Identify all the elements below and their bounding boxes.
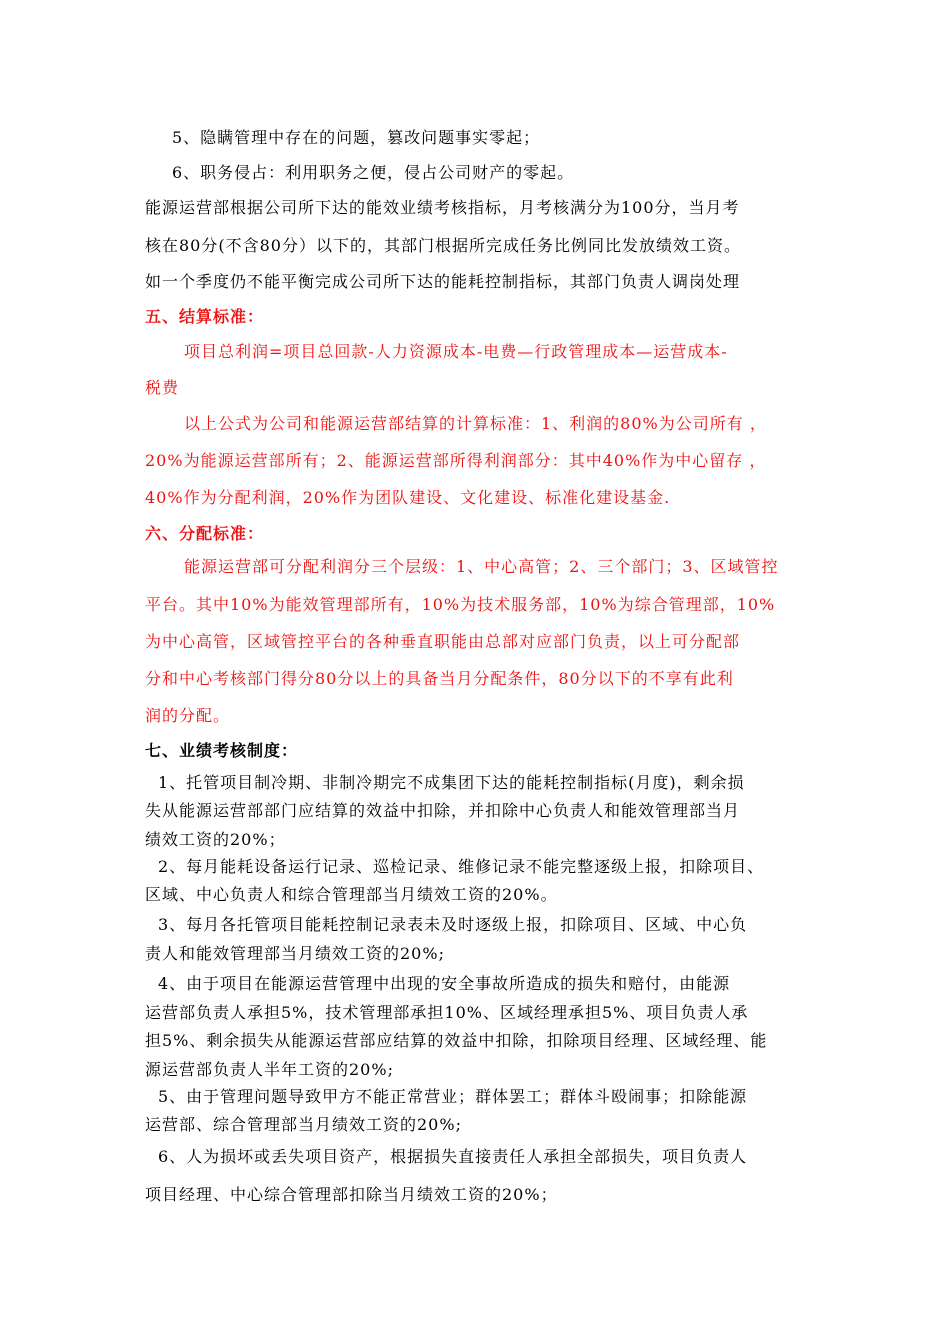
assessment-line-2: 核在80分(不含80分）以下的，其部门根据所完成任务比例同比发放绩效工资。 [145,236,741,255]
section-7-item-4-line-4: 源运营部负责人半年工资的20%; [145,1060,394,1079]
section-7-item-2-line-2: 区域、中心负责人和综合管理部当月绩效工资的20%。 [145,885,558,904]
section-5-formula-line-1: 项目总利润=项目总回款-人力资源成本-电费—行政管理成本—运营成本- [184,342,728,361]
section-7-item-3-line-1: 3、每月各托管项目能耗控制记录表未及时逐级上报，扣除项目、区域、中心负 [158,915,748,934]
intro-item-5: 5、隐瞒管理中存在的问题，篡改问题事实零起； [172,128,541,147]
section-7-item-1-line-1: 1、托管项目制冷期、非制冷期完不成集团下达的能耗控制指标(月度)，剩余损 [158,773,745,792]
section-7-item-4-line-2: 运营部负责人承担5%，技术管理部承担10%、区域经理承担5%、项目负责人承 [145,1003,749,1022]
section-7-heading: 七、业绩考核制度： [145,741,299,760]
section-6-line-4: 分和中心考核部门得分80分以上的具备当月分配条件，80分以下的不享有此利 [145,669,734,688]
section-7-item-5-line-1: 5、由于管理问题导致甲方不能正常营业；群体罢工；群体斗殴闹事；扣除能源 [158,1087,748,1106]
section-6-line-3: 为中心高管，区域管控平台的各种垂直职能由总部对应部门负责，以上可分配部 [145,632,741,651]
section-6-line-1: 能源运营部可分配利润分三个层级：1、中心高管；2、三个部门；3、区域管控 [184,557,779,576]
section-6-line-5: 润的分配。 [145,706,231,725]
section-7-item-4-line-1: 4、由于项目在能源运营管理中出现的安全事故所造成的损失和赔付，由能源 [158,974,731,993]
section-7-item-6-line-1: 6、人为损坏或丢失项目资产，根据损失直接责任人承担全部损失，项目负责人 [158,1147,748,1166]
section-7-item-5-line-2: 运营部、综合管理部当月绩效工资的20%; [145,1115,462,1134]
section-5-explanation-line-3: 40%作为分配利润，20%作为团队建设、文化建设、标准化建设基金. [145,488,671,507]
section-6-line-2: 平台。其中10%为能效管理部所有，10%为技术服务部，10%为综合管理部，10% [145,595,776,614]
section-6-heading: 六、分配标准： [145,524,265,543]
assessment-line-3: 如一个季度仍不能平衡完成公司所下达的能耗控制指标，其部门负责人调岗处理 [145,272,741,291]
section-5-explanation-line-2: 20%为能源运营部所有；2、能源运营部所得利润部分：其中40%作为中心留存 ， [145,451,767,470]
intro-item-6: 6、职务侵占：利用职务之便，侵占公司财产的零起。 [172,163,575,182]
section-7-item-2-line-1: 2、每月能耗设备运行记录、巡检记录、维修记录不能完整逐级上报，扣除项目、 [158,857,765,876]
section-5-formula-line-2: 税费 [145,378,180,397]
assessment-line-1: 能源运营部根据公司所下达的能效业绩考核指标，月考核满分为100分，当月考 [145,198,740,217]
section-5-heading: 五、结算标准： [145,307,265,326]
section-7-item-3-line-2: 责人和能效管理部当月绩效工资的20%; [145,944,445,963]
section-7-item-4-line-3: 担5%、剩余损失从能源运营部应结算的效益中扣除，扣除项目经理、区域经理、能 [145,1031,768,1050]
section-7-item-6-line-2: 项目经理、中心综合管理部扣除当月绩效工资的20%； [145,1185,558,1204]
section-5-explanation-line-1: 以上公式为公司和能源运营部结算的计算标准：1、利润的80%为公司所有 ， [184,414,767,433]
section-7-item-1-line-3: 绩效工资的20%； [145,830,286,849]
section-7-item-1-line-2: 失从能源运营部部门应结算的效益中扣除，并扣除中心负责人和能效管理部当月 [145,801,741,820]
